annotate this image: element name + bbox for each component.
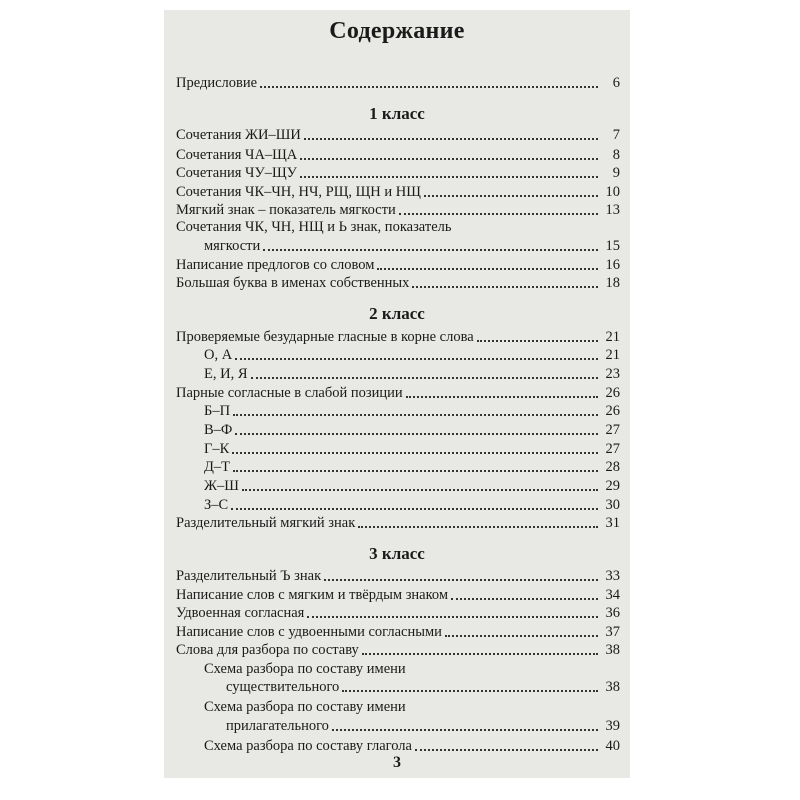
toc-entry <box>176 602 620 622</box>
toc-entry <box>176 584 620 604</box>
toc-entry-label: Сочетания ЧК–ЧН, НЧ, РЩ, ЩН и НЩ <box>176 184 421 200</box>
toc-entry-label: Г–К <box>204 441 230 457</box>
toc-entry-label: Большая буква в именах собственных <box>176 275 410 291</box>
toc-subentry <box>204 475 620 495</box>
toc-entry-label: З–С <box>204 497 229 513</box>
toc-entry-label-line1: Схема разбора по составу имени <box>204 699 406 715</box>
dot-leader <box>242 489 598 491</box>
dot-leader <box>307 616 598 618</box>
toc-entry-label: Б–П <box>204 403 231 419</box>
toc-entry-page: 34 <box>605 587 620 603</box>
page-number: 3 <box>393 754 401 771</box>
toc-entry-page: 16 <box>605 257 620 273</box>
toc-entry-page: 21 <box>605 347 620 363</box>
dot-leader <box>445 635 598 637</box>
toc-subentry <box>226 715 620 735</box>
toc-subentry <box>204 735 620 755</box>
toc-entry-label: Ж–Ш <box>204 478 239 494</box>
toc-subentry <box>204 494 620 514</box>
book-page <box>164 10 630 778</box>
dot-leader <box>358 526 598 528</box>
toc-entry-page: 26 <box>605 385 620 401</box>
dot-leader <box>251 377 599 379</box>
toc-entry-page: 28 <box>605 459 620 475</box>
toc-entry-page: 29 <box>605 478 620 494</box>
section-heading-grade-1: 1 класс <box>369 104 425 123</box>
toc-entry-page: 40 <box>605 738 620 754</box>
toc-subentry <box>204 363 620 383</box>
toc-entry-label: прилагательного <box>226 718 329 734</box>
toc-entry-label: Проверяемые безударные гласные в корне слова <box>176 329 474 345</box>
toc-entry-label: существительного <box>226 679 340 695</box>
toc-entry-page: 27 <box>605 441 620 457</box>
toc-entry-label: Написание слов с мягким и твёрдым знаком <box>176 587 449 603</box>
dot-leader <box>342 690 598 692</box>
toc-entry-label: Написание слов с удвоенными согласными <box>176 624 442 640</box>
dot-leader <box>415 749 598 751</box>
toc-entry-label: Предисловие <box>176 75 258 91</box>
toc-entry-label: Сочетания ЧУ–ЩУ <box>176 165 297 181</box>
dot-leader <box>362 653 598 655</box>
toc-entry-page: 9 <box>612 165 620 181</box>
dot-leader <box>477 340 598 342</box>
page-title: Содержание <box>329 18 465 44</box>
toc-entry-page: 15 <box>605 238 620 254</box>
dot-leader <box>300 176 598 178</box>
toc-subentry <box>204 400 620 420</box>
dot-leader <box>233 414 598 416</box>
dot-leader <box>235 358 598 360</box>
toc-entry <box>176 326 620 346</box>
toc-entry-page: 13 <box>605 202 620 218</box>
dot-leader <box>406 396 598 398</box>
toc-entry-label: В–Ф <box>204 422 233 438</box>
toc-entry-page: 38 <box>605 679 620 695</box>
toc-entry-preface <box>176 72 620 92</box>
toc-subentry <box>204 456 620 476</box>
toc-entry-label: мягкости <box>204 238 261 254</box>
toc-entry <box>176 144 620 164</box>
toc-entry-page: 31 <box>605 515 620 531</box>
toc-entry-label: Слова для разбора по составу <box>176 642 359 658</box>
toc-subentry <box>226 676 620 696</box>
section-heading-grade-2: 2 класс <box>369 304 425 323</box>
toc-entry-page: 10 <box>605 184 620 200</box>
dot-leader <box>233 470 598 472</box>
dot-leader <box>424 195 598 197</box>
toc-entry <box>176 639 620 659</box>
toc-entry-label: Е, И, Я <box>204 366 248 382</box>
toc-entry-page: 39 <box>605 718 620 734</box>
toc-entry-label: Сочетания ЧА–ЩА <box>176 147 298 163</box>
toc-entry-page: 6 <box>612 75 620 91</box>
toc-subentry <box>204 438 620 458</box>
toc-entry-label: Написание предлогов со словом <box>176 257 375 273</box>
toc-entry <box>176 565 620 585</box>
toc-entry-label: Сочетания ЖИ–ШИ <box>176 127 301 143</box>
toc-entry <box>176 124 620 144</box>
toc-entry-page: 7 <box>612 127 620 143</box>
toc-entry-label: Разделительный Ъ знак <box>176 568 322 584</box>
toc-entry <box>176 382 620 402</box>
toc-entry <box>176 181 620 201</box>
toc-entry-page: 27 <box>605 422 620 438</box>
toc-entry-label: Разделительный мягкий знак <box>176 515 356 531</box>
toc-entry-page: 8 <box>612 147 620 163</box>
toc-entry <box>176 199 620 219</box>
toc-entry-page: 23 <box>605 366 620 382</box>
toc-entry <box>176 621 620 641</box>
toc-entry <box>176 512 620 532</box>
dot-leader <box>377 268 598 270</box>
toc-entry-label-line1: Схема разбора по составу имени <box>204 661 406 677</box>
toc-entry-label: О, А <box>204 347 233 363</box>
toc-entry-page: 21 <box>605 329 620 345</box>
toc-subentry <box>204 419 620 439</box>
toc-entry-page: 36 <box>605 605 620 621</box>
toc-entry <box>204 235 620 255</box>
toc-entry-page: 37 <box>605 624 620 640</box>
toc-entry-page: 30 <box>605 497 620 513</box>
toc-entry <box>176 162 620 182</box>
dot-leader <box>231 508 598 510</box>
dot-leader <box>260 86 598 88</box>
toc-subentry <box>204 344 620 364</box>
dot-leader <box>232 452 598 454</box>
dot-leader <box>332 729 598 731</box>
section-heading-grade-3: 3 класс <box>369 544 425 563</box>
toc-entry-label-line1: Сочетания ЧК, ЧН, НЩ и Ь знак, показатель <box>176 219 452 235</box>
dot-leader <box>263 249 598 251</box>
dot-leader <box>300 158 598 160</box>
dot-leader <box>324 579 598 581</box>
toc-entry-page: 38 <box>605 642 620 658</box>
toc-entry-label: Мягкий знак – показатель мягкости <box>176 202 396 218</box>
dot-leader <box>399 213 598 215</box>
dot-leader <box>235 433 598 435</box>
toc-entry <box>176 272 620 292</box>
toc-entry-label: Схема разбора по составу глагола <box>204 738 412 754</box>
dot-leader <box>304 138 598 140</box>
dot-leader <box>412 286 598 288</box>
toc-entry <box>176 254 620 274</box>
toc-entry-label: Парные согласные в слабой позиции <box>176 385 403 401</box>
toc-entry-page: 33 <box>605 568 620 584</box>
toc-entry-page: 18 <box>605 275 620 291</box>
toc-entry-label: Д–Т <box>204 459 230 475</box>
toc-entry-page: 26 <box>605 403 620 419</box>
dot-leader <box>451 598 598 600</box>
toc-entry-label: Удвоенная согласная <box>176 605 305 621</box>
